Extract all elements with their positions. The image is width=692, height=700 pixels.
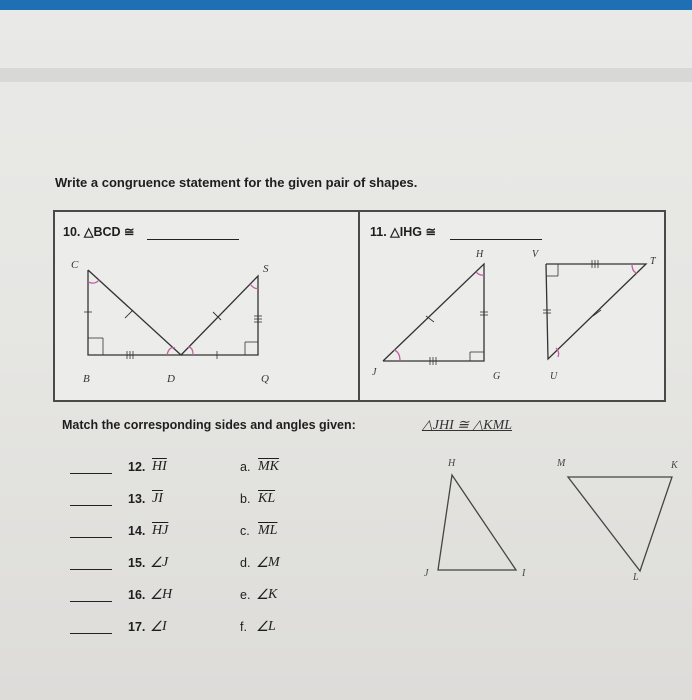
vertex-label-q: Q bbox=[261, 373, 269, 385]
item-number: 12. bbox=[128, 460, 146, 474]
option-name: K bbox=[268, 587, 278, 602]
vertex-label-g: G bbox=[493, 371, 501, 382]
option-name: $\overline{KL}$ bbox=[258, 491, 276, 506]
vertex-label-c: C bbox=[71, 259, 79, 271]
item-number: 14. bbox=[128, 524, 146, 538]
item-name: J bbox=[162, 555, 169, 570]
vertex-label-u: U bbox=[550, 371, 558, 382]
angle-symbol: ∠ bbox=[256, 588, 269, 603]
angle-symbol: ∠ bbox=[150, 556, 163, 571]
item-name: $\overline{HJ}$ bbox=[152, 523, 169, 538]
tri-label-h: H bbox=[448, 458, 456, 469]
tri-label-l: L bbox=[633, 572, 639, 583]
instruction-text: Write a congruence statement for the given pair of shapes. bbox=[55, 175, 418, 190]
angle-symbol: ∠ bbox=[150, 620, 163, 635]
tri-label-j: J bbox=[424, 568, 429, 579]
vertex-label-b: B bbox=[83, 373, 90, 385]
angle-symbol: ∠ bbox=[256, 556, 269, 571]
angle-symbol: ∠ bbox=[150, 588, 163, 603]
problem-10-label: 10. △BCD ≅ bbox=[63, 225, 135, 239]
tri-label-k: K bbox=[671, 460, 678, 471]
option-letter: b. bbox=[240, 492, 251, 506]
item-name: $\overline{HI}$ bbox=[152, 459, 167, 474]
match-prompt: Match the corresponding sides and angles given: bbox=[62, 418, 356, 432]
problem-11-label: 11. △IHG ≅ bbox=[370, 225, 436, 239]
vertex-label-v: V bbox=[532, 249, 539, 260]
item-number: 13. bbox=[128, 492, 146, 506]
option-letter: a. bbox=[240, 460, 251, 474]
answer-blank[interactable] bbox=[70, 633, 112, 634]
problem-10-figure bbox=[55, 212, 358, 400]
option-letter: c. bbox=[240, 524, 250, 538]
worksheet-page bbox=[0, 10, 692, 700]
vertex-label-j: J bbox=[372, 367, 377, 378]
item-number: 15. bbox=[128, 556, 146, 570]
tri-label-m: M bbox=[557, 458, 566, 469]
vertex-label-t: T bbox=[650, 256, 656, 267]
option-name: M bbox=[268, 555, 280, 570]
option-name: $\overline{MK}$ bbox=[258, 459, 279, 474]
problem-11-figure bbox=[360, 212, 664, 400]
vertex-label-d: D bbox=[167, 373, 175, 385]
option-letter: f. bbox=[240, 620, 247, 634]
angle-symbol: ∠ bbox=[256, 620, 269, 635]
option-letter: d. bbox=[240, 556, 251, 570]
item-number: 17. bbox=[128, 620, 146, 634]
item-name: H bbox=[162, 587, 173, 602]
option-name: L bbox=[268, 619, 276, 634]
item-name: I bbox=[162, 619, 167, 634]
problem-11-box bbox=[358, 210, 666, 402]
tri-label-i: I bbox=[522, 568, 526, 579]
option-name: $\overline{ML}$ bbox=[258, 523, 278, 538]
match-triangles-figure bbox=[0, 450, 692, 610]
item-name: $\overline{JI}$ bbox=[152, 491, 163, 506]
congruence-statement: △JHI ≅ △KML bbox=[422, 418, 513, 433]
option-letter: e. bbox=[240, 588, 251, 602]
item-number: 16. bbox=[128, 588, 146, 602]
page-shadow-band bbox=[0, 68, 692, 82]
vertex-label-s: S bbox=[263, 263, 269, 275]
vertex-label-h: H bbox=[476, 249, 484, 260]
problem-10-box bbox=[53, 210, 360, 402]
top-bar bbox=[0, 0, 692, 10]
